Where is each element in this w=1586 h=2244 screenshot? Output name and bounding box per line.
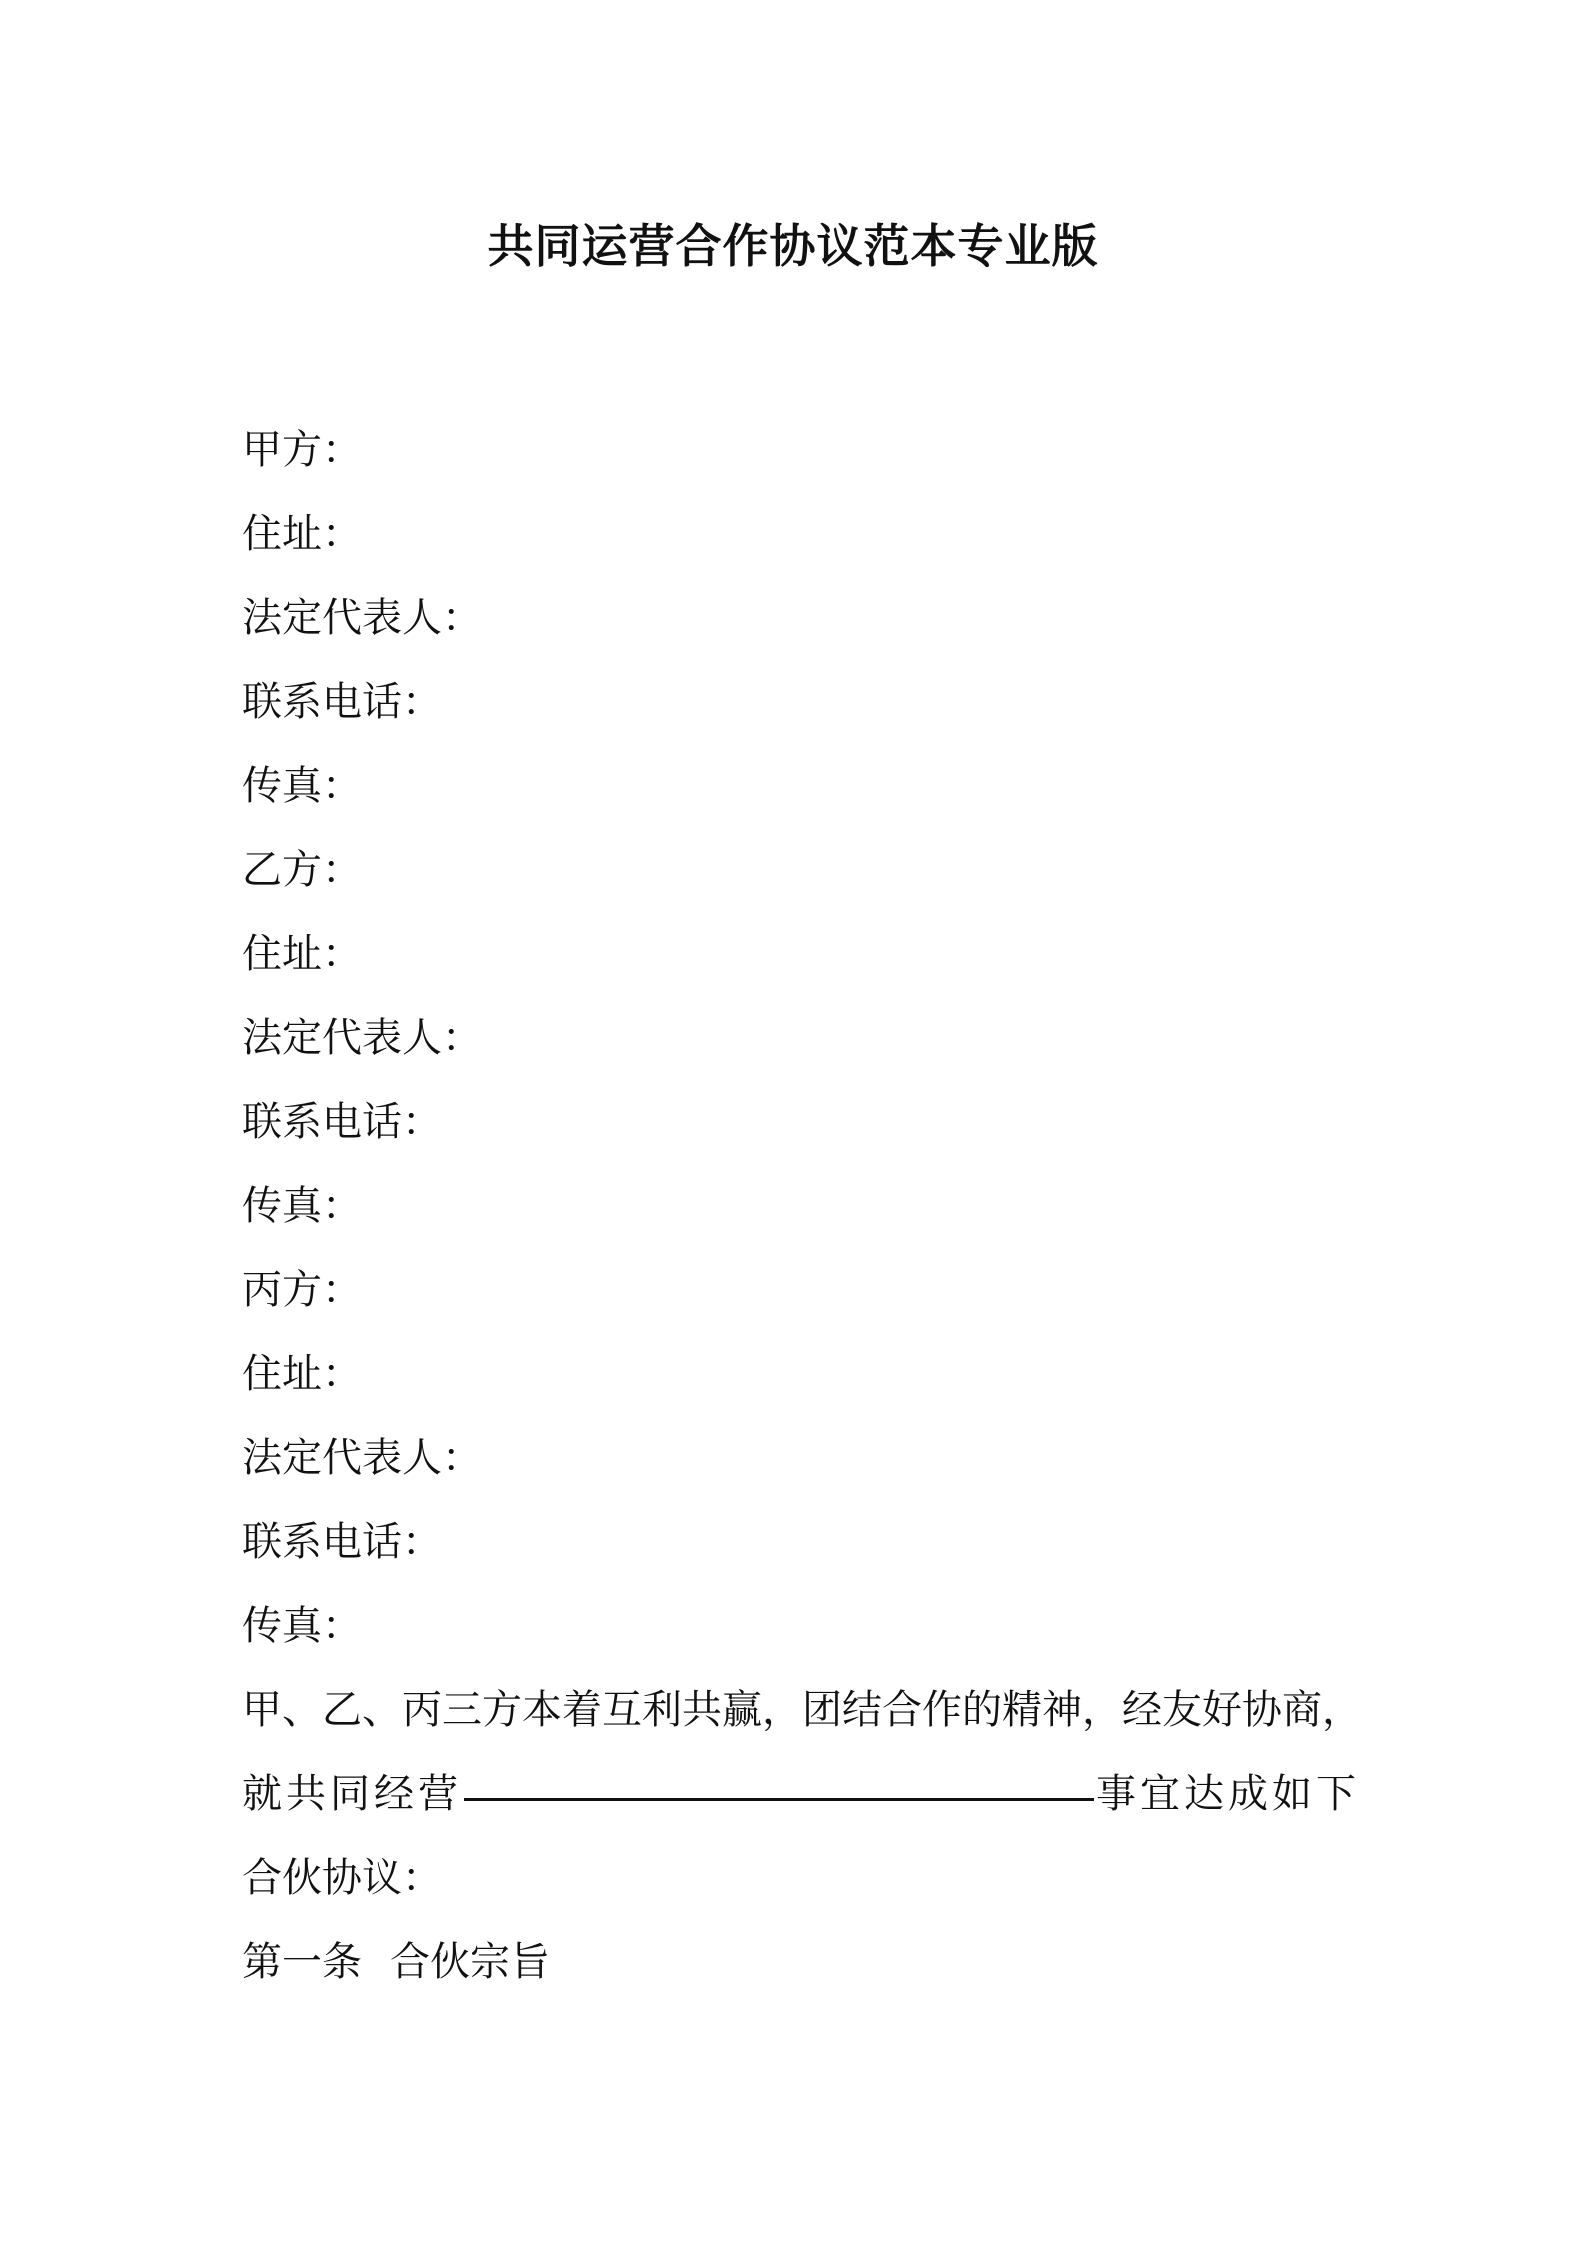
- party-a-name-label: 甲方：: [242, 427, 362, 473]
- article-1-number: 第一条: [242, 1939, 362, 1985]
- document-title: 共同运营合作协议范本专业版: [487, 219, 1099, 273]
- party-a-block: [242, 408, 1372, 828]
- preamble-line-3: 合伙协议：: [242, 1855, 442, 1901]
- party-b-block: [242, 828, 1372, 1248]
- party-a-address-label: 住址：: [242, 511, 362, 557]
- preamble: [242, 1668, 1372, 1920]
- party-c-phone-label: 联系电话：: [242, 1519, 442, 1565]
- preamble-line-2: [242, 1752, 1372, 1836]
- party-c-block: [242, 1248, 1372, 1668]
- party-c-address-label: 住址：: [242, 1351, 362, 1397]
- article-1-heading: [242, 1920, 1372, 2004]
- party-b-name-label: 乙方：: [242, 847, 362, 893]
- document-body: [242, 408, 1372, 2004]
- article-1-title: 合伙宗旨: [390, 1939, 550, 1985]
- party-a-phone-label: 联系电话：: [242, 679, 442, 725]
- business-fill-in-blank[interactable]: [464, 1797, 1094, 1801]
- party-b-address-label: 住址：: [242, 931, 362, 977]
- party-c-name-label: 丙方：: [242, 1267, 362, 1313]
- preamble-line-2-before: 就共同经营: [242, 1771, 462, 1817]
- party-b-fax-label: 传真：: [242, 1183, 362, 1229]
- preamble-line-2-after: 事宜达成如下: [1096, 1771, 1360, 1817]
- party-c-legal-rep-label: 法定代表人：: [242, 1435, 482, 1481]
- party-b-legal-rep-label: 法定代表人：: [242, 1015, 482, 1061]
- party-c-fax-label: 传真：: [242, 1603, 362, 1649]
- party-b-phone-label: 联系电话：: [242, 1099, 442, 1145]
- party-a-legal-rep-label: 法定代表人：: [242, 595, 482, 641]
- party-a-fax-label: 传真：: [242, 763, 362, 809]
- preamble-line-1: 甲、乙、丙三方本着互利共赢，团结合作的精神，经友好协商，: [242, 1687, 1362, 1733]
